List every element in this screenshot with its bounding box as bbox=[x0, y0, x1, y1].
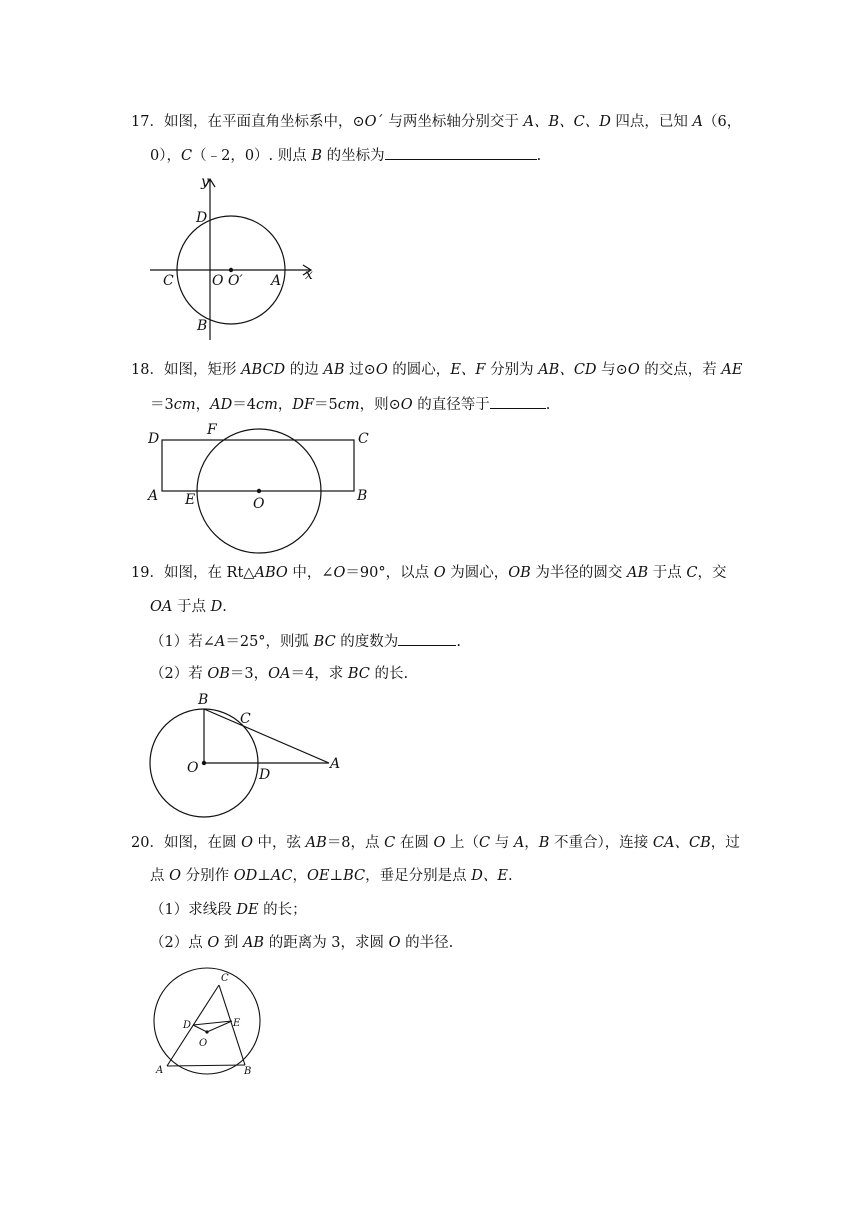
q20-line1: 20．如图，在圆 O 中，弦 AB＝8，点 C 在圆 O 上（C 与 A，B 不重合），连接 CA、CB，过 bbox=[131, 835, 740, 851]
q18-label-C: C bbox=[358, 431, 369, 447]
q19-center-dot bbox=[202, 761, 206, 765]
q20-segment-AB bbox=[167, 1065, 245, 1066]
q20-number: 20． bbox=[131, 835, 164, 851]
q19-label-C: C bbox=[240, 711, 251, 727]
q20-segment-OD bbox=[193, 1025, 207, 1032]
q17-label-x: x bbox=[305, 267, 313, 283]
q20-center-dot bbox=[205, 1030, 208, 1033]
q19-part2: （2）若 OB＝3，OA＝4，求 BC 的长. bbox=[150, 666, 409, 682]
q17-line1: 17．如图，在平面直角坐标系中，⊙O´ 与两坐标轴分别交于 A、B、C、D 四点，已知 A（6， bbox=[131, 114, 742, 130]
q20-line2: 点 O 分别作 OD⊥AC，OE⊥BC，垂足分别是点 D、E. bbox=[150, 868, 513, 884]
q18-label-F: F bbox=[207, 422, 217, 438]
q20-part1: （1）求线段 DE 的长； bbox=[150, 902, 307, 918]
q20-label-D: D bbox=[183, 1020, 192, 1031]
q17-label-A: A bbox=[271, 273, 282, 289]
q17-number: 17． bbox=[131, 114, 164, 130]
q19-line1: 19．如图，在 Rt△ABO 中，∠O＝90°，以点 O 为圆心，OB 为半径的圆交 AB 于点 C，交 bbox=[131, 565, 727, 581]
q17-center-dot bbox=[229, 268, 233, 272]
q18-number: 18． bbox=[131, 362, 164, 378]
q17-label-D: D bbox=[196, 210, 208, 226]
q19-label-B: B bbox=[198, 692, 209, 708]
q18-figure bbox=[145, 422, 375, 552]
q20-label-A: A bbox=[156, 1065, 164, 1076]
q20-label-O: O bbox=[199, 1038, 208, 1049]
q20-part2: （2）点 O 到 AB 的距离为 3，求圆 O 的半径. bbox=[150, 935, 454, 951]
q19-figure bbox=[145, 690, 355, 820]
q18-answer-blank[interactable] bbox=[490, 394, 546, 409]
q20-label-B: B bbox=[244, 1066, 252, 1077]
q19-part1: （1）若∠A＝25°，则弧 BC 的度数为 . bbox=[150, 631, 461, 652]
q18-label-E: E bbox=[185, 492, 196, 508]
q18-center-dot bbox=[257, 489, 261, 493]
q18-label-O: O bbox=[253, 496, 265, 512]
q17-label-y: y bbox=[201, 174, 209, 190]
q20-circle bbox=[154, 968, 260, 1074]
q20-segment-DE bbox=[193, 1021, 232, 1025]
q17-label-Oprime: O′ bbox=[228, 273, 243, 289]
q17-label-B: B bbox=[197, 318, 208, 334]
q18-line2: ＝3cm，AD＝4cm，DF＝5cm，则⊙O 的直径等于 . bbox=[150, 394, 550, 415]
q18-line1: 18．如图，矩形 ABCD 的边 AB 过⊙O 的圆心，E、F 分别为 AB、CD 与⊙O 的交点，若 AE bbox=[131, 362, 743, 378]
q19-label-O: O bbox=[187, 760, 199, 776]
q19-answer-blank[interactable] bbox=[398, 631, 456, 646]
q17-label-O: O bbox=[212, 273, 224, 289]
q17-label-C: C bbox=[163, 273, 174, 289]
q18-label-A: A bbox=[148, 488, 159, 504]
q19-number: 19． bbox=[131, 565, 164, 581]
q17-line2: 0），C（﹣2，0）. 则点 B 的坐标为 . bbox=[150, 145, 541, 166]
q20-figure bbox=[150, 966, 280, 1081]
q20-label-C: C bbox=[221, 973, 229, 984]
q18-label-B: B bbox=[357, 488, 368, 504]
q19-label-A: A bbox=[330, 756, 341, 772]
q18-label-D: D bbox=[148, 431, 160, 447]
q19-label-D: D bbox=[259, 767, 271, 783]
q19-line2: OA 于点 D. bbox=[150, 599, 227, 615]
q17-answer-blank[interactable] bbox=[385, 145, 537, 160]
q17-figure bbox=[145, 172, 325, 344]
q19-segment-BA bbox=[204, 709, 329, 763]
q18-rectangle bbox=[162, 440, 354, 491]
q20-label-E: E bbox=[233, 1018, 241, 1029]
